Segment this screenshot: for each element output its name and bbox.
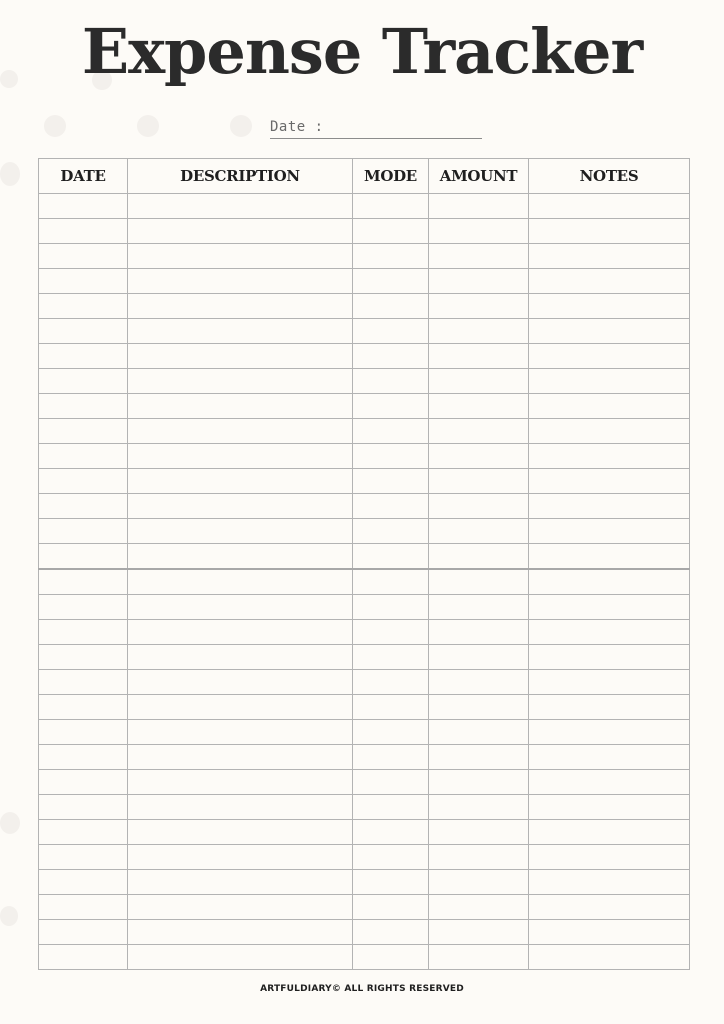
cell-notes[interactable] — [529, 595, 690, 620]
cell-amount[interactable] — [429, 569, 529, 595]
cell-date[interactable] — [39, 670, 128, 695]
column-header-notes: NOTES — [529, 159, 690, 194]
cell-amount[interactable] — [429, 770, 529, 795]
cell-description[interactable] — [128, 219, 353, 244]
cell-description[interactable] — [128, 569, 353, 595]
cell-date[interactable] — [39, 895, 128, 920]
table-row — [39, 645, 690, 670]
cell-description[interactable] — [128, 770, 353, 795]
cell-mode[interactable] — [353, 444, 429, 469]
cell-amount[interactable] — [429, 244, 529, 269]
table-row — [39, 720, 690, 745]
cell-amount[interactable] — [429, 419, 529, 444]
cell-amount[interactable] — [429, 294, 529, 319]
cell-notes[interactable] — [529, 219, 690, 244]
cell-mode[interactable] — [353, 895, 429, 920]
cell-date[interactable] — [39, 269, 128, 294]
cell-date[interactable] — [39, 244, 128, 269]
table-row — [39, 544, 690, 570]
table-row — [39, 269, 690, 294]
cell-mode[interactable] — [353, 795, 429, 820]
cell-amount[interactable] — [429, 795, 529, 820]
cell-mode[interactable] — [353, 294, 429, 319]
cell-date[interactable] — [39, 695, 128, 720]
cell-date[interactable] — [39, 469, 128, 494]
background-dot — [44, 115, 66, 137]
cell-mode[interactable] — [353, 369, 429, 394]
cell-mode[interactable] — [353, 845, 429, 870]
cell-description[interactable] — [128, 845, 353, 870]
cell-notes[interactable] — [529, 244, 690, 269]
cell-description[interactable] — [128, 895, 353, 920]
cell-amount[interactable] — [429, 895, 529, 920]
cell-notes[interactable] — [529, 845, 690, 870]
cell-date[interactable] — [39, 945, 128, 970]
cell-description[interactable] — [128, 820, 353, 845]
cell-mode[interactable] — [353, 770, 429, 795]
cell-amount[interactable] — [429, 870, 529, 895]
cell-notes[interactable] — [529, 519, 690, 544]
cell-date[interactable] — [39, 595, 128, 620]
cell-amount[interactable] — [429, 494, 529, 519]
cell-date[interactable] — [39, 494, 128, 519]
table-row — [39, 895, 690, 920]
cell-description[interactable] — [128, 720, 353, 745]
table-row — [39, 945, 690, 970]
cell-notes[interactable] — [529, 945, 690, 970]
cell-description[interactable] — [128, 945, 353, 970]
cell-amount[interactable] — [429, 369, 529, 394]
cell-amount[interactable] — [429, 720, 529, 745]
table-row — [39, 745, 690, 770]
cell-mode[interactable] — [353, 945, 429, 970]
cell-description[interactable] — [128, 695, 353, 720]
cell-description[interactable] — [128, 319, 353, 344]
cell-mode[interactable] — [353, 519, 429, 544]
background-dot — [0, 906, 18, 926]
cell-description[interactable] — [128, 544, 353, 570]
cell-notes[interactable] — [529, 469, 690, 494]
table-row — [39, 369, 690, 394]
cell-mode[interactable] — [353, 569, 429, 595]
background-dot — [137, 115, 159, 137]
cell-mode[interactable] — [353, 720, 429, 745]
expense-table — [38, 158, 690, 970]
cell-date[interactable] — [39, 369, 128, 394]
table-row — [39, 494, 690, 519]
cell-description[interactable] — [128, 519, 353, 544]
table-row — [39, 695, 690, 720]
cell-amount[interactable] — [429, 269, 529, 294]
cell-notes[interactable] — [529, 269, 690, 294]
cell-date[interactable] — [39, 194, 128, 219]
cell-notes[interactable] — [529, 920, 690, 945]
cell-date[interactable] — [39, 645, 128, 670]
cell-date[interactable] — [39, 770, 128, 795]
cell-mode[interactable] — [353, 920, 429, 945]
cell-date[interactable] — [39, 870, 128, 895]
cell-date[interactable] — [39, 444, 128, 469]
cell-notes[interactable] — [529, 770, 690, 795]
cell-amount[interactable] — [429, 194, 529, 219]
table-row — [39, 845, 690, 870]
cell-mode[interactable] — [353, 544, 429, 570]
cell-notes[interactable] — [529, 544, 690, 570]
cell-description[interactable] — [128, 369, 353, 394]
cell-description[interactable] — [128, 394, 353, 419]
cell-description[interactable] — [128, 444, 353, 469]
cell-date[interactable] — [39, 219, 128, 244]
cell-description[interactable] — [128, 294, 353, 319]
cell-notes[interactable] — [529, 319, 690, 344]
background-dot — [0, 162, 20, 186]
table-row — [39, 519, 690, 544]
cell-description[interactable] — [128, 620, 353, 645]
cell-mode[interactable] — [353, 645, 429, 670]
cell-amount[interactable] — [429, 544, 529, 570]
cell-mode[interactable] — [353, 244, 429, 269]
cell-description[interactable] — [128, 494, 353, 519]
table-row — [39, 670, 690, 695]
cell-date[interactable] — [39, 795, 128, 820]
cell-date[interactable] — [39, 394, 128, 419]
cell-notes[interactable] — [529, 620, 690, 645]
table-body — [39, 194, 690, 970]
cell-description[interactable] — [128, 469, 353, 494]
cell-mode[interactable] — [353, 870, 429, 895]
cell-date[interactable] — [39, 920, 128, 945]
cell-notes[interactable] — [529, 645, 690, 670]
cell-mode[interactable] — [353, 419, 429, 444]
cell-amount[interactable] — [429, 595, 529, 620]
cell-amount[interactable] — [429, 845, 529, 870]
background-dot — [0, 812, 20, 834]
table-row — [39, 770, 690, 795]
cell-notes[interactable] — [529, 795, 690, 820]
cell-description[interactable] — [128, 920, 353, 945]
cell-amount[interactable] — [429, 519, 529, 544]
cell-description[interactable] — [128, 670, 353, 695]
cell-amount[interactable] — [429, 319, 529, 344]
cell-notes[interactable] — [529, 670, 690, 695]
cell-amount[interactable] — [429, 645, 529, 670]
table-row — [39, 344, 690, 369]
background-dot — [230, 115, 252, 137]
cell-amount[interactable] — [429, 670, 529, 695]
cell-mode[interactable] — [353, 194, 429, 219]
cell-notes[interactable] — [529, 494, 690, 519]
cell-amount[interactable] — [429, 469, 529, 494]
cell-notes[interactable] — [529, 444, 690, 469]
cell-description[interactable] — [128, 595, 353, 620]
table-row — [39, 444, 690, 469]
table-row — [39, 394, 690, 419]
cell-mode[interactable] — [353, 394, 429, 419]
cell-description[interactable] — [128, 269, 353, 294]
cell-description[interactable] — [128, 344, 353, 369]
cell-date[interactable] — [39, 720, 128, 745]
cell-mode[interactable] — [353, 269, 429, 294]
cell-date[interactable] — [39, 745, 128, 770]
cell-mode[interactable] — [353, 695, 429, 720]
cell-notes[interactable] — [529, 294, 690, 319]
table-row — [39, 469, 690, 494]
cell-amount[interactable] — [429, 695, 529, 720]
cell-date[interactable] — [39, 294, 128, 319]
cell-notes[interactable] — [529, 369, 690, 394]
table-row — [39, 595, 690, 620]
cell-description[interactable] — [128, 795, 353, 820]
cell-date[interactable] — [39, 620, 128, 645]
cell-notes[interactable] — [529, 344, 690, 369]
table-row — [39, 294, 690, 319]
table-row — [39, 244, 690, 269]
cell-amount[interactable] — [429, 394, 529, 419]
cell-amount[interactable] — [429, 620, 529, 645]
cell-amount[interactable] — [429, 920, 529, 945]
cell-mode[interactable] — [353, 670, 429, 695]
cell-mode[interactable] — [353, 595, 429, 620]
column-header-description: DESCRIPTION — [128, 159, 353, 194]
cell-mode[interactable] — [353, 319, 429, 344]
cell-date[interactable] — [39, 419, 128, 444]
cell-notes[interactable] — [529, 569, 690, 595]
cell-date[interactable] — [39, 519, 128, 544]
cell-notes[interactable] — [529, 419, 690, 444]
table-row — [39, 920, 690, 945]
cell-mode[interactable] — [353, 820, 429, 845]
cell-amount[interactable] — [429, 945, 529, 970]
cell-mode[interactable] — [353, 745, 429, 770]
table-row — [39, 569, 690, 595]
table-row — [39, 319, 690, 344]
cell-mode[interactable] — [353, 219, 429, 244]
cell-notes[interactable] — [529, 194, 690, 219]
cell-date[interactable] — [39, 820, 128, 845]
copyright-footer: ARTFULDIARY© ALL RIGHTS RESERVED — [260, 984, 464, 994]
cell-date[interactable] — [39, 845, 128, 870]
date-label: Date : — [270, 119, 324, 135]
cell-description[interactable] — [128, 870, 353, 895]
table-row — [39, 620, 690, 645]
cell-notes[interactable] — [529, 870, 690, 895]
cell-notes[interactable] — [529, 394, 690, 419]
table-row — [39, 219, 690, 244]
cell-date[interactable] — [39, 544, 128, 570]
cell-date[interactable] — [39, 344, 128, 369]
table-row — [39, 820, 690, 845]
column-header-date: DATE — [39, 159, 128, 194]
table-row — [39, 795, 690, 820]
cell-amount[interactable] — [429, 344, 529, 369]
page-title: Expense Tracker — [81, 15, 643, 88]
cell-notes[interactable] — [529, 695, 690, 720]
date-field[interactable] — [270, 116, 482, 139]
cell-date[interactable] — [39, 569, 128, 595]
cell-description[interactable] — [128, 244, 353, 269]
column-header-mode: MODE — [353, 159, 429, 194]
cell-notes[interactable] — [529, 820, 690, 845]
cell-description[interactable] — [128, 419, 353, 444]
table-header-row — [39, 159, 690, 194]
cell-notes[interactable] — [529, 720, 690, 745]
cell-notes[interactable] — [529, 895, 690, 920]
table-row — [39, 870, 690, 895]
cell-description[interactable] — [128, 745, 353, 770]
cell-date[interactable] — [39, 319, 128, 344]
table-row — [39, 419, 690, 444]
cell-mode[interactable] — [353, 494, 429, 519]
cell-description[interactable] — [128, 645, 353, 670]
cell-amount[interactable] — [429, 219, 529, 244]
cell-mode[interactable] — [353, 620, 429, 645]
cell-description[interactable] — [128, 194, 353, 219]
cell-mode[interactable] — [353, 344, 429, 369]
column-header-amount: AMOUNT — [429, 159, 529, 194]
cell-amount[interactable] — [429, 820, 529, 845]
cell-mode[interactable] — [353, 469, 429, 494]
table-row — [39, 194, 690, 219]
cell-notes[interactable] — [529, 745, 690, 770]
cell-amount[interactable] — [429, 745, 529, 770]
cell-amount[interactable] — [429, 444, 529, 469]
